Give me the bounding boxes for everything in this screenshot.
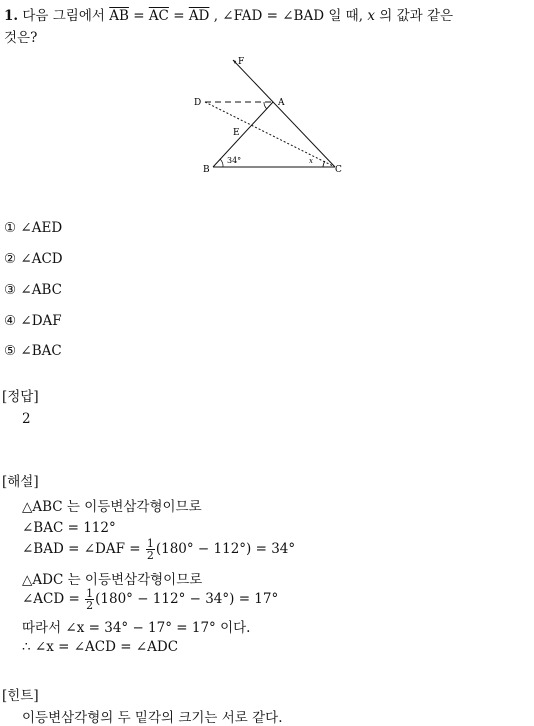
question-line-2: 것은? bbox=[4, 30, 38, 46]
explanation-line-4: △ADC 는 이등변삼각형이므로 bbox=[22, 572, 203, 588]
line-cf bbox=[233, 60, 335, 167]
line3-right: (180° − 112°) = 34° bbox=[155, 541, 296, 557]
fraction-numerator: 1 bbox=[86, 587, 94, 600]
label-a: A bbox=[278, 98, 285, 108]
explanation-heading: [해설] bbox=[2, 474, 39, 490]
answer-value: 2 bbox=[22, 411, 31, 427]
angle-x-label: x bbox=[309, 157, 313, 165]
label-b: B bbox=[203, 165, 210, 175]
label-e: E bbox=[233, 128, 240, 138]
segment-dc-line bbox=[205, 102, 335, 167]
explanation-line-1: △ABC 는 이등변삼각형이므로 bbox=[22, 499, 202, 515]
choice-4[interactable] bbox=[4, 313, 62, 329]
question-line-1 bbox=[4, 4, 453, 24]
explanation-line-3 bbox=[22, 538, 295, 561]
line5-right: (180° − 112° − 34°) = 17° bbox=[95, 591, 279, 607]
choice-marker: ② bbox=[4, 251, 17, 267]
choice-marker: ④ bbox=[4, 313, 17, 329]
choice-text: ∠BAC bbox=[20, 343, 62, 359]
explanation-line-5 bbox=[22, 588, 278, 611]
question-text-prefix: 다음 그림에서 bbox=[22, 8, 105, 24]
choice-marker: ⑤ bbox=[4, 343, 17, 359]
fraction-numerator: 1 bbox=[146, 537, 154, 550]
question-number: 1. bbox=[4, 8, 19, 24]
choice-marker: ③ bbox=[4, 282, 17, 298]
choice-1[interactable] bbox=[4, 220, 62, 236]
choice-text: ∠ACD bbox=[20, 251, 63, 267]
line5-left: ∠ACD = bbox=[22, 591, 80, 607]
angle-34-label: 34° bbox=[227, 156, 242, 165]
choice-2[interactable] bbox=[4, 251, 63, 267]
answer-heading: [정답] bbox=[2, 389, 39, 405]
angle-c-arc bbox=[323, 161, 325, 167]
segment-ab: $\overline{AB}$ bbox=[109, 8, 129, 24]
segment-ad: $\overline{AD}$ bbox=[188, 8, 210, 24]
explanation-line-6: 따라서 ∠x = 34° − 17° = 17° 이다. bbox=[22, 620, 251, 636]
fraction-denominator: 2 bbox=[146, 549, 154, 562]
fraction-denominator: 2 bbox=[86, 599, 94, 612]
fraction-half bbox=[85, 588, 94, 611]
angle-a-arc bbox=[264, 102, 267, 109]
choice-marker: ① bbox=[4, 220, 17, 236]
variable-x: x bbox=[367, 8, 375, 24]
geometry-figure bbox=[185, 55, 350, 180]
choice-5[interactable] bbox=[4, 343, 62, 359]
choice-3[interactable] bbox=[4, 282, 62, 298]
hint-text: 이등변삼각형의 두 밑각의 크기는 서로 같다. bbox=[22, 710, 283, 726]
hint-heading: [힌트] bbox=[2, 688, 39, 704]
angle-b-arc bbox=[220, 159, 223, 167]
arrow-head bbox=[233, 60, 236, 64]
label-f: F bbox=[238, 57, 245, 67]
question-text-suffix: 의 값과 같은 bbox=[379, 8, 454, 24]
angle-condition: , ∠FAD = ∠BAD 일 때, bbox=[213, 8, 364, 24]
fraction-half bbox=[146, 538, 155, 561]
segment-ac: $\overline{AC}$ bbox=[148, 8, 169, 24]
equals-sign: = bbox=[173, 8, 185, 24]
choice-text: ∠ABC bbox=[20, 282, 62, 298]
line3-left: ∠BAD = ∠DAF = bbox=[22, 541, 141, 557]
equals-sign: = bbox=[133, 8, 145, 24]
explanation-line-7: ∴ ∠x = ∠ACD = ∠ADC bbox=[22, 639, 179, 655]
label-d: D bbox=[194, 98, 202, 108]
choice-text: ∠DAF bbox=[20, 313, 62, 329]
explanation-line-2: ∠BAC = 112° bbox=[22, 520, 116, 536]
label-c: C bbox=[335, 165, 342, 175]
choice-text: ∠AED bbox=[20, 220, 63, 236]
segment-ab-line bbox=[213, 102, 273, 167]
